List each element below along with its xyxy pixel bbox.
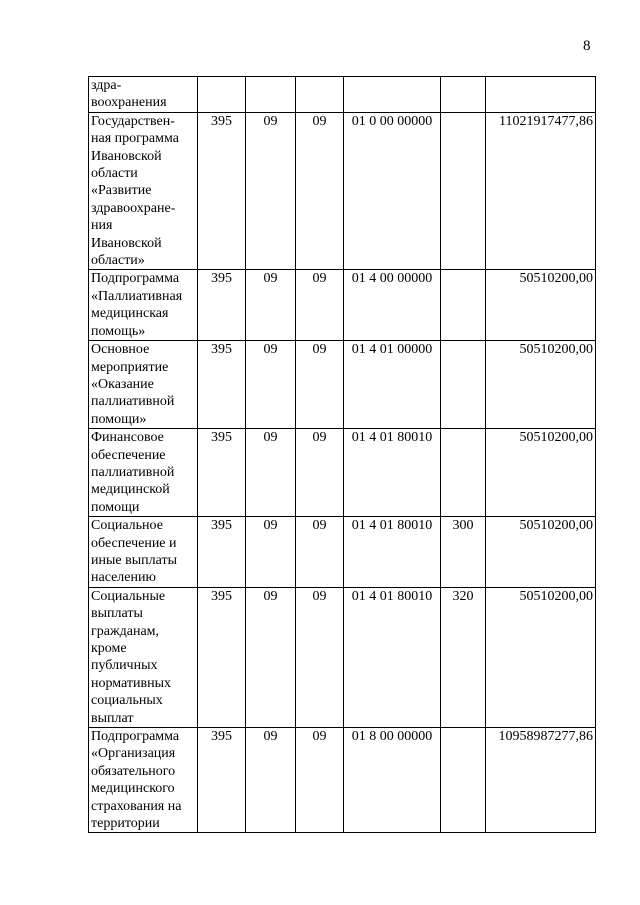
section-code: 09	[246, 429, 296, 517]
table-row	[89, 270, 596, 341]
amount: 50510200,00	[486, 341, 596, 429]
subsection-code: 09	[296, 517, 344, 588]
subsection-code: 09	[296, 728, 344, 833]
subsection-code: 09	[296, 429, 344, 517]
grbs-code: 395	[198, 270, 246, 341]
row-name: Государствен- ная программа Ивановской области «Развитие здравоохране- ния Ивановской области»	[89, 112, 198, 270]
expense-type-code	[441, 270, 486, 341]
amount: 11021917477,86	[486, 112, 596, 270]
section-code: 09	[246, 587, 296, 727]
amount: 50510200,00	[486, 517, 596, 588]
row-name: Основное мероприятие «Оказание паллиативной помощи»	[89, 341, 198, 429]
amount: 50510200,00	[486, 270, 596, 341]
subsection-code	[296, 77, 344, 113]
expense-type-code	[441, 429, 486, 517]
expense-type-code	[441, 728, 486, 833]
expense-type-code	[441, 112, 486, 270]
target-article-code: 01 4 00 00000	[344, 270, 441, 341]
expense-type-code	[441, 77, 486, 113]
target-article-code: 01 4 01 80010	[344, 429, 441, 517]
target-article-code	[344, 77, 441, 113]
expense-type-code: 300	[441, 517, 486, 588]
grbs-code: 395	[198, 429, 246, 517]
grbs-code: 395	[198, 112, 246, 270]
amount: 50510200,00	[486, 429, 596, 517]
grbs-code: 395	[198, 341, 246, 429]
amount: 10958987277,86	[486, 728, 596, 833]
section-code: 09	[246, 517, 296, 588]
subsection-code: 09	[296, 112, 344, 270]
target-article-code: 01 0 00 00000	[344, 112, 441, 270]
grbs-code: 395	[198, 587, 246, 727]
row-name: Финансовое обеспечение паллиативной медицинской помощи	[89, 429, 198, 517]
table-row	[89, 429, 596, 517]
subsection-code: 09	[296, 270, 344, 341]
table-row	[89, 728, 596, 833]
grbs-code: 395	[198, 728, 246, 833]
table-row	[89, 587, 596, 727]
page-number: 8	[583, 38, 591, 54]
row-name: Подпрограмма «Организация обязательного медицинского страхования на территории	[89, 728, 198, 833]
target-article-code: 01 8 00 00000	[344, 728, 441, 833]
section-code	[246, 77, 296, 113]
table-row	[89, 517, 596, 588]
section-code: 09	[246, 341, 296, 429]
amount	[486, 77, 596, 113]
target-article-code: 01 4 01 80010	[344, 517, 441, 588]
subsection-code: 09	[296, 587, 344, 727]
table-row	[89, 341, 596, 429]
table-row	[89, 112, 596, 270]
budget-table	[88, 76, 596, 833]
row-name: Подпрограмма «Паллиативная медицинская помощь»	[89, 270, 198, 341]
expense-type-code: 320	[441, 587, 486, 727]
expense-type-code	[441, 341, 486, 429]
row-name: Социальное обеспечение и иные выплаты населению	[89, 517, 198, 588]
target-article-code: 01 4 01 00000	[344, 341, 441, 429]
section-code: 09	[246, 728, 296, 833]
subsection-code: 09	[296, 341, 344, 429]
table-row	[89, 77, 596, 113]
grbs-code: 395	[198, 517, 246, 588]
target-article-code: 01 4 01 80010	[344, 587, 441, 727]
section-code: 09	[246, 270, 296, 341]
amount: 50510200,00	[486, 587, 596, 727]
row-name: Социальные выплаты гражданам, кроме публичных нормативных социальных выплат	[89, 587, 198, 727]
grbs-code	[198, 77, 246, 113]
section-code: 09	[246, 112, 296, 270]
row-name: здра- воохранения	[89, 77, 198, 113]
